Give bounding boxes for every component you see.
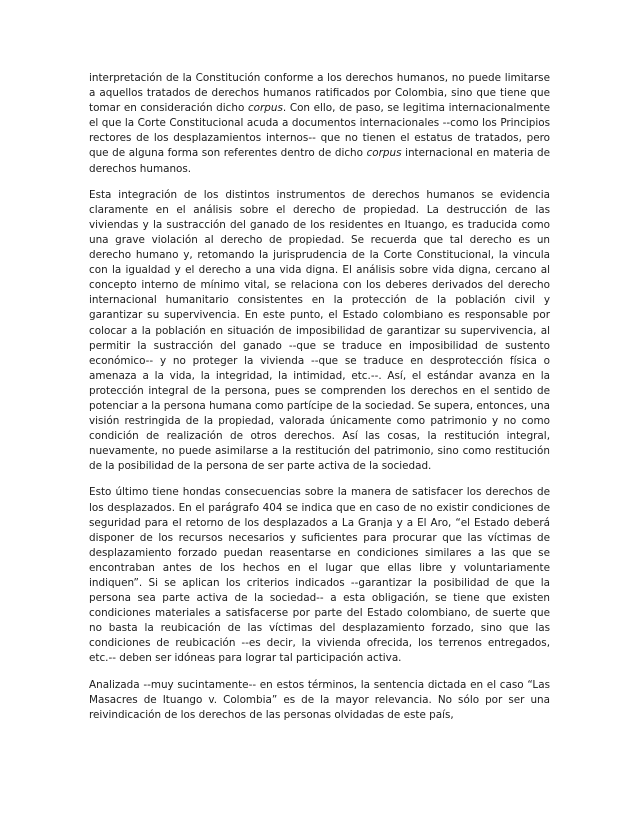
paragraph-4-text: Analizada --muy sucintamente-- en estos términos, la sentencia dictada en el caso “Las Masacres de Ituango v. Colombia” es de la mayor relevancia. No sólo por ser una reivindicación de los derechos de las personas olvidadas de este país,: [89, 678, 550, 721]
paragraph-3-text: Esto último tiene hondas consecuencias sobre la manera de satisfacer los derechos de los desplazados. En el parágrafo 404 se indica que en caso de no existir condiciones de seguridad para el retorno de los desplazados a La Granja y a El Aro, “el Estado deberá disponer de los recursos necesarios y suficientes para procurar que las víctimas de desplazamiento forzado puedan reasentarse en condiciones similares a las que se encontraban antes de los hechos en el lugar que ellas libre y voluntariamente indiquen”. Si se aplican los criterios indicados --garantizar la posibilidad de que la persona sea parte activa de la sociedad-- a esta obligación, se tiene que existen condiciones materiales a satisfacerse por parte del Estado colombiano, de suerte que no basta la reubicación de las víctimas del desplazamiento forzado, sino que las condiciones de reubicación --es decir, la vivienda ofrecida, los terrenos entregados, etc.-- deben ser idóneas para lograr tal participación activa.: [89, 486, 550, 665]
paragraph-1-italic-corpus: corpus: [366, 147, 402, 160]
paragraph-1-text: internacional en materia de derechos humanos.: [89, 147, 550, 175]
paragraph-1: [89, 71, 550, 177]
paragraph-4: [89, 678, 550, 723]
paragraph-1-text: . Con ello, de paso, se legitima internacionalmente el que la Corte Constitucional acuda a documentos internacionales --como los Principios rectores de los desplazamientos internos-- que no tienen el estatus de tratados, pero que de alguna forma son referentes dentro de dicho: [89, 102, 550, 160]
paragraph-3: [89, 485, 550, 666]
document-page: [89, 71, 550, 734]
paragraph-2: [89, 188, 550, 475]
paragraph-1-text: interpretación de la Constitución conforme a los derechos humanos, no puede limitarse a aquellos tratados de derechos humanos ratificados por Colombia, sino que tiene que tomar en consideración dicho: [89, 72, 550, 115]
paragraph-2-text: Esta integración de los distintos instrumentos de derechos humanos se evidencia claramente en el análisis sobre el derecho de propiedad. La destrucción de las viviendas y la sustracción del ganado de los residentes en Ituango, es traducida como una grave violación al derecho de propiedad. Se recuerda que tal derecho es un derecho humano y, retomando la jurisprudencia de la Corte Constitucional, la vincula con la igualdad y el derecho a una vida digna. El análisis sobre vida digna, cercano al concepto interno de mínimo vital, se relaciona con los deberes derivados del derecho internacional humanitario consistentes en la protección de la población civil y garantizar su supervivencia. En este punto, el Estado colombiano es responsable por colocar a la población en situación de imposibilidad de garantizar su supervivencia, al permitir la sustracción del ganado --que se traduce en imposibilidad de sustento económico-- y no proteger la vivienda --que se traduce en desprotección física o amenaza a la vida, la integridad, la intimidad, etc.--. Así, el estándar avanza en la protección integral de la persona, pues se comprenden los derechos en el sentido de potenciar a la persona humana como partícipe de la sociedad. Se supera, entonces, una visión restringida de la propiedad, valorada únicamente como patrimonio y no como condición de realización de otros derechos. Así las cosas, la restitución integral, nuevamente, no puede asimilarse a la restitución del patrimonio, sino como restitución de la posibilidad de la persona de ser parte activa de la sociedad.: [89, 188, 550, 473]
paragraph-1-italic-corpus: corpus: [247, 102, 283, 115]
